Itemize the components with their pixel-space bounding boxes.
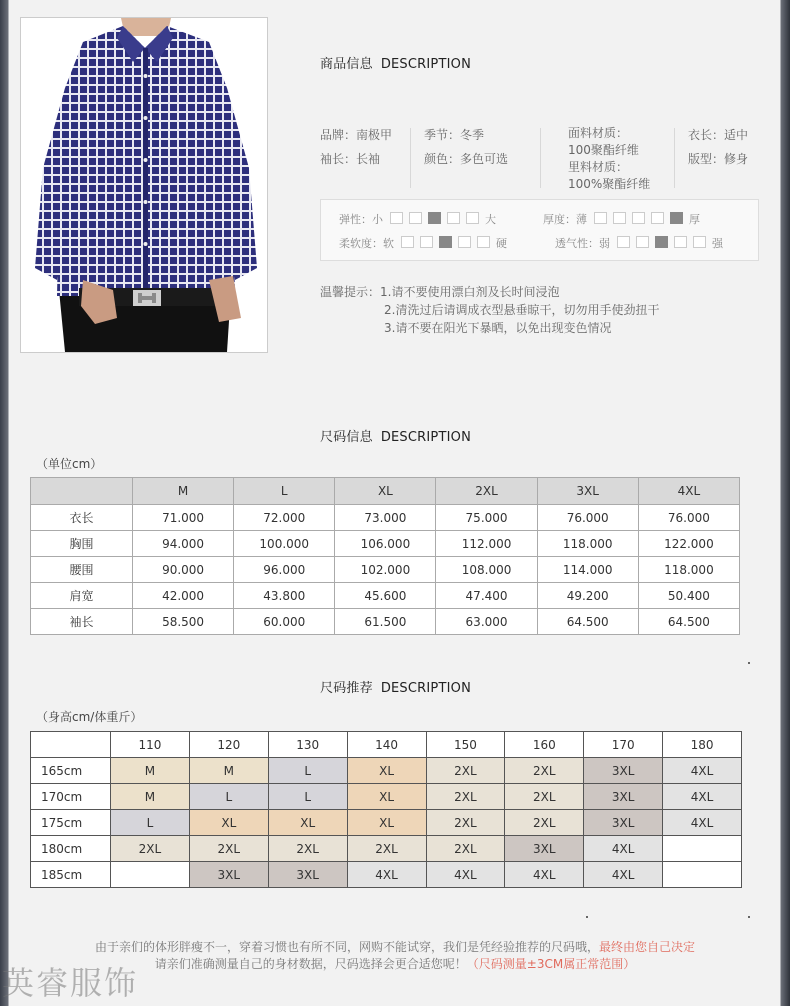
thickness-scale — [543, 212, 700, 226]
size-cell: 64.500 — [537, 609, 638, 635]
size-cell: 118.000 — [638, 557, 739, 583]
size-rec-cell: 2XL — [426, 836, 505, 862]
size-row-label: 肩宽 — [31, 583, 133, 609]
height-label: 175cm — [31, 810, 111, 836]
size-rec-cell: 3XL — [584, 758, 663, 784]
elasticity-label: 弹性：小 — [339, 213, 383, 226]
size-rec-title — [320, 677, 471, 696]
footer-note-1-red: 最终由您自己决定 — [599, 940, 696, 954]
info-col-2 — [424, 123, 508, 171]
size-rec-cell: 2XL — [426, 784, 505, 810]
product-info-title-en: DESCRIPTION — [380, 57, 472, 72]
size-rec-row — [31, 758, 742, 784]
scale-box — [651, 212, 664, 224]
size-table — [30, 477, 740, 635]
size-rec-cell: 4XL — [347, 862, 426, 888]
size-header: 4XL — [638, 478, 739, 505]
size-cell: 49.200 — [537, 583, 638, 609]
size-cell: 94.000 — [133, 531, 234, 557]
product-info-title — [320, 53, 471, 72]
decor-dot — [748, 916, 750, 918]
feature-scale-box — [320, 199, 759, 261]
weight-header: 160 — [505, 732, 584, 758]
size-row-label: 胸围 — [31, 531, 133, 557]
height-label: 170cm — [31, 784, 111, 810]
size-cell: 112.000 — [436, 531, 537, 557]
size-rec-cell: XL — [268, 810, 347, 836]
size-cell: 73.000 — [335, 505, 436, 531]
size-cell: 71.000 — [133, 505, 234, 531]
size-rec-cell: M — [111, 758, 190, 784]
scale-box — [693, 236, 706, 248]
scale-box — [636, 236, 649, 248]
scale-box — [401, 236, 414, 248]
size-rec-cell: 4XL — [663, 810, 742, 836]
size-rec-cell: L — [268, 758, 347, 784]
tip-line-2: 2.清洗过后请调成衣型悬垂晾干，切勿用手使劲扭干 — [384, 303, 660, 317]
size-cell: 42.000 — [133, 583, 234, 609]
size-cell: 118.000 — [537, 531, 638, 557]
info-col-3 — [568, 125, 650, 193]
size-rec-cell: 2XL — [426, 810, 505, 836]
elasticity-end: 大 — [485, 213, 496, 226]
thickness-boxes — [591, 213, 686, 226]
size-rec-cell: 3XL — [268, 862, 347, 888]
scale-box — [594, 212, 607, 224]
scale-box — [409, 212, 422, 224]
size-rec-cell: 2XL — [505, 810, 584, 836]
size-rec-table — [30, 731, 742, 888]
fit-text: 版型：修身 — [688, 152, 749, 166]
size-rec-cell: 4XL — [505, 862, 584, 888]
size-rec-unit-label: （身高cm/体重斤） — [36, 710, 143, 724]
size-rec-cell: 2XL — [189, 836, 268, 862]
size-rec-cell: 4XL — [663, 784, 742, 810]
scale-box — [477, 236, 490, 248]
size-header: 3XL — [537, 478, 638, 505]
size-rec-cell: 3XL — [505, 836, 584, 862]
scale-box — [466, 212, 479, 224]
size-cell: 75.000 — [436, 505, 537, 531]
size-rec-cell: 3XL — [584, 784, 663, 810]
color-text: 颜色：多色可选 — [424, 152, 509, 166]
size-rec-cell: 4XL — [663, 758, 742, 784]
size-info-title — [320, 426, 471, 445]
size-rec-cell: XL — [189, 810, 268, 836]
size-rec-cell — [111, 862, 190, 888]
size-rec-cell: 2XL — [426, 758, 505, 784]
size-rec-cell: M — [189, 758, 268, 784]
scale-box — [428, 212, 441, 224]
fabric-label: 面料材质： — [568, 126, 629, 140]
scale-box — [390, 212, 403, 224]
size-rec-title-cn: 尺码推荐 — [320, 681, 373, 696]
weight-header: 120 — [189, 732, 268, 758]
size-cell: 100.000 — [234, 531, 335, 557]
size-rec-cell: L — [268, 784, 347, 810]
footer-note-1-main: 由于亲们的体形胖瘦不一，穿着习惯也有所不同，网购不能试穿，我们是凭经验推荐的尺码哦， — [94, 940, 599, 954]
size-rec-cell — [663, 836, 742, 862]
size-rec-cell: 2XL — [505, 784, 584, 810]
size-table-header — [31, 478, 740, 505]
tip-line-3: 3.请不要在阳光下暴晒，以免出现变色情况 — [384, 321, 612, 335]
softness-label: 柔软度：软 — [339, 237, 394, 250]
scale-box — [458, 236, 471, 248]
scale-box — [439, 236, 452, 248]
info-col-4 — [688, 123, 748, 171]
elasticity-scale — [339, 212, 496, 226]
breathability-label: 透气性：弱 — [555, 237, 610, 250]
weight-header: 150 — [426, 732, 505, 758]
brand-text: 品牌：南极甲 — [320, 128, 393, 142]
size-rec-cell: 2XL — [268, 836, 347, 862]
weight-header: 180 — [663, 732, 742, 758]
size-rec-corner — [31, 732, 111, 758]
brand-watermark: 英睿服饰 — [2, 964, 139, 1002]
size-row-label: 袖长 — [31, 609, 133, 635]
size-rec-row — [31, 810, 742, 836]
height-label: 165cm — [31, 758, 111, 784]
size-cell: 63.000 — [436, 609, 537, 635]
size-rec-header — [31, 732, 742, 758]
size-cell: 114.000 — [537, 557, 638, 583]
size-table-corner — [31, 478, 133, 505]
size-rec-cell: 2XL — [505, 758, 584, 784]
size-header: M — [133, 478, 234, 505]
size-rec-cell: M — [111, 784, 190, 810]
lining-label: 里料材质： — [568, 160, 629, 174]
fabric-value: 100聚酯纤维 — [568, 143, 639, 157]
scale-box — [447, 212, 460, 224]
softness-scale — [339, 236, 507, 250]
decor-dot — [748, 662, 750, 664]
size-cell: 43.800 — [234, 583, 335, 609]
size-header: XL — [335, 478, 436, 505]
size-table-row — [31, 609, 740, 635]
size-info-title-en: DESCRIPTION — [380, 430, 472, 445]
footer-note-2-red: （尺码测量±3CM属正常范围） — [466, 957, 636, 971]
height-label: 180cm — [31, 836, 111, 862]
softness-end: 硬 — [496, 237, 507, 250]
size-rec-cell: 3XL — [189, 862, 268, 888]
weight-header: 130 — [268, 732, 347, 758]
season-text: 季节：冬季 — [424, 128, 485, 142]
size-rec-cell: 4XL — [584, 862, 663, 888]
info-divider — [540, 128, 541, 188]
care-tips — [320, 283, 659, 337]
breathability-end: 强 — [712, 237, 723, 250]
info-divider — [410, 128, 411, 188]
size-cell: 58.500 — [133, 609, 234, 635]
size-cell: 102.000 — [335, 557, 436, 583]
footer-note-2-main: 请亲们准确测量自己的身材数据，尺码选择会更合适您呢！ — [154, 957, 467, 971]
footer-note-1 — [0, 938, 790, 955]
tips-label: 温馨提示： — [320, 285, 381, 299]
thickness-label: 厚度：薄 — [543, 213, 587, 226]
length-text: 衣长：适中 — [688, 128, 749, 142]
size-rec-cell — [663, 862, 742, 888]
elasticity-boxes — [387, 213, 482, 226]
info-divider — [674, 128, 675, 188]
breathability-scale — [555, 236, 723, 250]
size-rec-cell: XL — [347, 784, 426, 810]
size-rec-cell: 4XL — [426, 862, 505, 888]
size-cell: 47.400 — [436, 583, 537, 609]
size-rec-cell: 2XL — [347, 836, 426, 862]
size-unit-label: （单位cm） — [36, 457, 103, 471]
size-table-row — [31, 505, 740, 531]
softness-boxes — [398, 237, 493, 250]
size-cell: 50.400 — [638, 583, 739, 609]
scale-box — [674, 236, 687, 248]
decor-dot — [586, 916, 588, 918]
weight-header: 110 — [111, 732, 190, 758]
size-cell: 76.000 — [537, 505, 638, 531]
thickness-end: 厚 — [689, 213, 700, 226]
size-header: L — [234, 478, 335, 505]
size-row-label: 衣长 — [31, 505, 133, 531]
size-cell: 96.000 — [234, 557, 335, 583]
scale-box — [420, 236, 433, 248]
size-cell: 108.000 — [436, 557, 537, 583]
size-cell: 90.000 — [133, 557, 234, 583]
height-label: 185cm — [31, 862, 111, 888]
size-cell: 106.000 — [335, 531, 436, 557]
size-cell: 76.000 — [638, 505, 739, 531]
size-cell: 122.000 — [638, 531, 739, 557]
size-rec-cell: 2XL — [111, 836, 190, 862]
scale-box — [655, 236, 668, 248]
scale-box — [632, 212, 645, 224]
size-table-row — [31, 583, 740, 609]
scale-box — [670, 212, 683, 224]
size-table-row — [31, 531, 740, 557]
size-rec-cell: L — [189, 784, 268, 810]
size-rec-title-en: DESCRIPTION — [380, 681, 472, 696]
size-rec-cell: XL — [347, 810, 426, 836]
breathability-boxes — [614, 237, 709, 250]
weight-header: 170 — [584, 732, 663, 758]
size-cell: 45.600 — [335, 583, 436, 609]
scale-box — [613, 212, 626, 224]
size-table-row — [31, 557, 740, 583]
size-rec-row — [31, 836, 742, 862]
size-header: 2XL — [436, 478, 537, 505]
product-info-title-cn: 商品信息 — [320, 57, 373, 72]
size-rec-cell: L — [111, 810, 190, 836]
sleeve-text: 袖长：长袖 — [320, 152, 381, 166]
scale-box — [617, 236, 630, 248]
size-row-label: 腰围 — [31, 557, 133, 583]
size-info-title-cn: 尺码信息 — [320, 430, 373, 445]
size-rec-row — [31, 862, 742, 888]
size-cell: 60.000 — [234, 609, 335, 635]
lining-value: 100%聚酯纤维 — [568, 177, 651, 191]
info-col-1 — [320, 123, 392, 171]
size-rec-cell: 4XL — [584, 836, 663, 862]
product-photo — [20, 17, 268, 353]
size-rec-cell: 3XL — [584, 810, 663, 836]
weight-header: 140 — [347, 732, 426, 758]
size-rec-row — [31, 784, 742, 810]
size-cell: 72.000 — [234, 505, 335, 531]
size-cell: 61.500 — [335, 609, 436, 635]
size-cell: 64.500 — [638, 609, 739, 635]
size-rec-cell: XL — [347, 758, 426, 784]
tip-line-1: 1.请不要使用漂白剂及长时间浸泡 — [380, 285, 560, 299]
